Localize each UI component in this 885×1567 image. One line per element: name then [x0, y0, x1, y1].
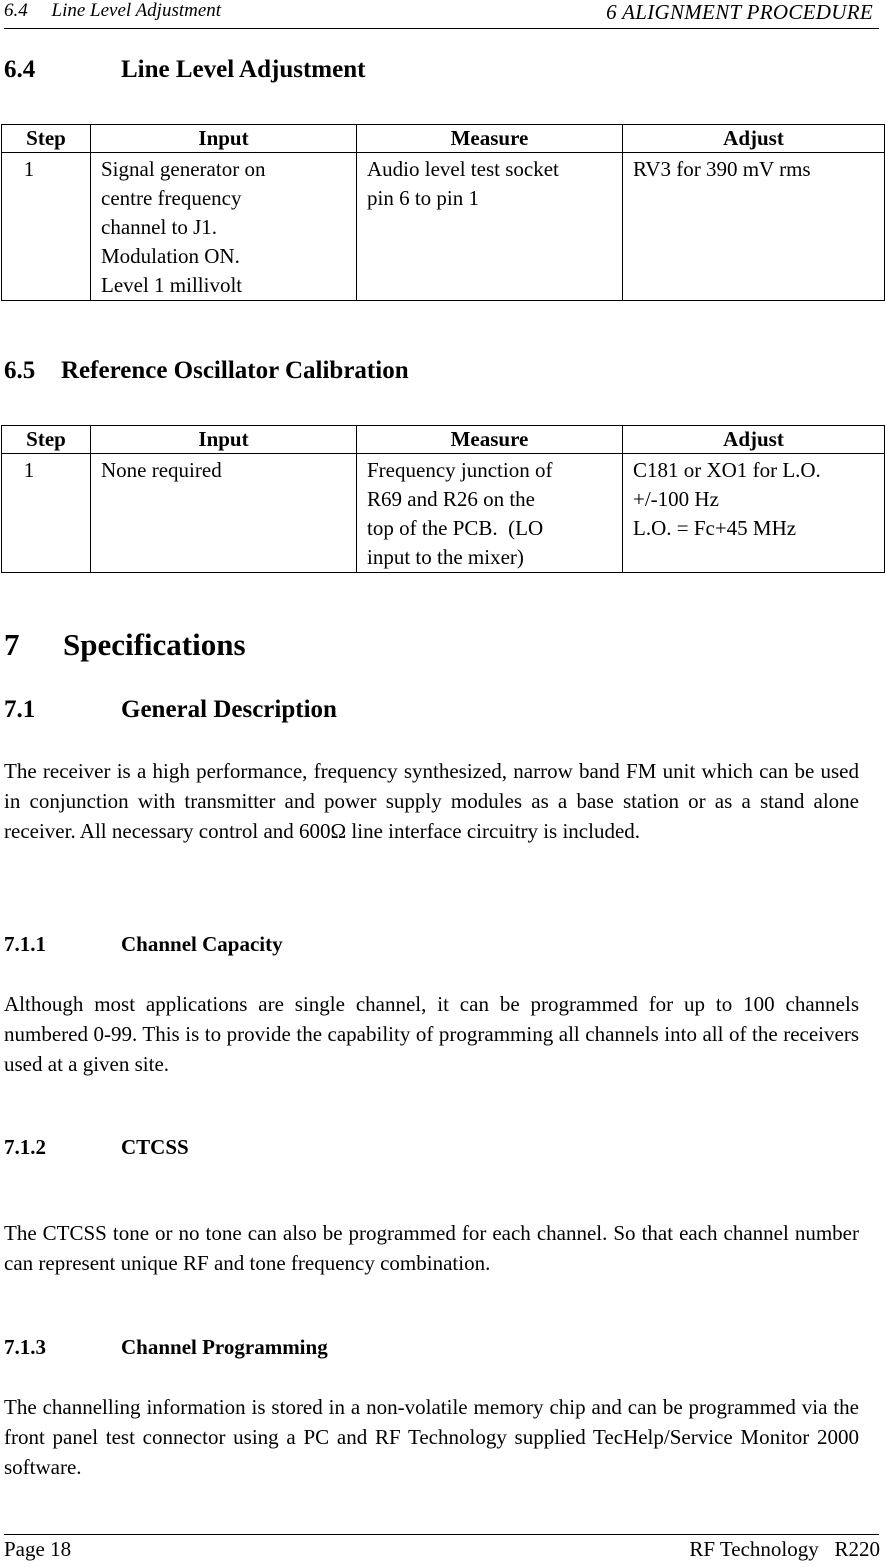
cell-line: +/-100 Hz [633, 487, 719, 511]
cell-line: L.O. = Fc+45 MHz [633, 516, 797, 540]
cell-line: centre frequency [101, 186, 242, 210]
step-cell: 1 [2, 153, 91, 301]
section-6-4-heading [4, 56, 366, 84]
column-header-input: Input [91, 426, 357, 454]
column-header-input: Input [91, 125, 357, 153]
section-number: 7 [4, 627, 20, 662]
section-number: 6.4 [4, 56, 36, 83]
section-7-1-heading [4, 696, 337, 724]
cell-line: C181 or XO1 for L.O. [633, 458, 821, 482]
section-title: Specifications [63, 627, 246, 662]
section-title: Channel Capacity [121, 932, 283, 956]
section-7-1-3-heading [4, 1335, 328, 1360]
cell-line: channel to J1. [101, 215, 218, 239]
column-header-adjust: Adjust [623, 426, 885, 454]
line-level-table [1, 124, 885, 301]
cell-line: Frequency junction of [367, 458, 553, 482]
measure-cell [357, 454, 623, 573]
section-title: Reference Oscillator Calibration [61, 357, 409, 384]
footer-rule [4, 1534, 879, 1535]
section-7-1-1-heading [4, 932, 283, 957]
page-number: Page 18 [4, 1537, 72, 1561]
table-row [2, 153, 885, 301]
section-7-1-2-heading [4, 1135, 189, 1160]
section-number: 7.1.3 [4, 1335, 46, 1359]
oscillator-table [1, 425, 885, 573]
cell-line: pin 6 to pin 1 [367, 186, 480, 210]
cell-line: RV3 for 390 mV rms [633, 157, 811, 181]
cell-line: Level 1 millivolt [101, 273, 243, 297]
section-7-heading [4, 627, 246, 663]
input-cell [91, 153, 357, 301]
section-number: 7.1 [4, 696, 36, 723]
section-number: 6.5 [4, 357, 36, 384]
section-title: General Description [121, 696, 337, 723]
table-header-row [2, 426, 885, 454]
ctcss-paragraph: The CTCSS tone or no tone can also be programmed for each channel. So that each channel number can represent unique RF and tone frequency combination. [4, 1221, 859, 1275]
channel-capacity-paragraph: Although most applications are single channel, it can be programmed for up to 100 channels numbered 0-99. This is to provide the capability of programming all channels into all of the receivers used at a given site. [4, 992, 859, 1076]
general-description-paragraph: The receiver is a high performance, frequency synthesized, narrow band FM unit which can be used in conjunction with transmitter and power supply modules as a base station or as a stand alone receiver. All necessary control and 600Ω line interface circuitry is included. [4, 759, 859, 843]
section-title: Channel Programming [121, 1335, 328, 1359]
adjust-cell [623, 153, 885, 301]
table-header-row [2, 125, 885, 153]
cell-line: Audio level test socket [367, 157, 559, 181]
adjust-cell [623, 454, 885, 573]
running-header-right: 6 ALIGNMENT PROCEDURE [606, 0, 873, 24]
step-cell: 1 [2, 454, 91, 573]
cell-line: input to the mixer) [367, 545, 524, 569]
column-header-measure: Measure [357, 125, 623, 153]
cell-line: None required [101, 458, 222, 482]
table-row [2, 454, 885, 573]
running-header-left: 6.4 Line Level Adjustment [4, 0, 222, 21]
section-title: Line Level Adjustment [121, 56, 366, 83]
cell-line: Signal generator on [101, 157, 266, 181]
section-number: 7.1.1 [4, 932, 46, 956]
footer-doc-id: RF Technology R220 [689, 1537, 880, 1561]
input-cell [91, 454, 357, 573]
cell-line: Modulation ON. [101, 244, 240, 268]
cell-line: top of the PCB. (LO [367, 516, 544, 540]
column-header-adjust: Adjust [623, 125, 885, 153]
section-title: CTCSS [121, 1135, 189, 1159]
channel-programming-paragraph: The channelling information is stored in a non-volatile memory chip and can be programmed via the front panel test connector using a PC and RF Technology supplied TecHelp/Service Monitor 2000 software. [4, 1395, 859, 1479]
column-header-measure: Measure [357, 426, 623, 454]
section-number: 7.1.2 [4, 1135, 46, 1159]
column-header-step: Step [2, 426, 91, 454]
section-6-5-heading [4, 357, 409, 385]
header-rule [4, 28, 879, 29]
cell-line: R69 and R26 on the [367, 487, 535, 511]
column-header-step: Step [2, 125, 91, 153]
measure-cell [357, 153, 623, 301]
